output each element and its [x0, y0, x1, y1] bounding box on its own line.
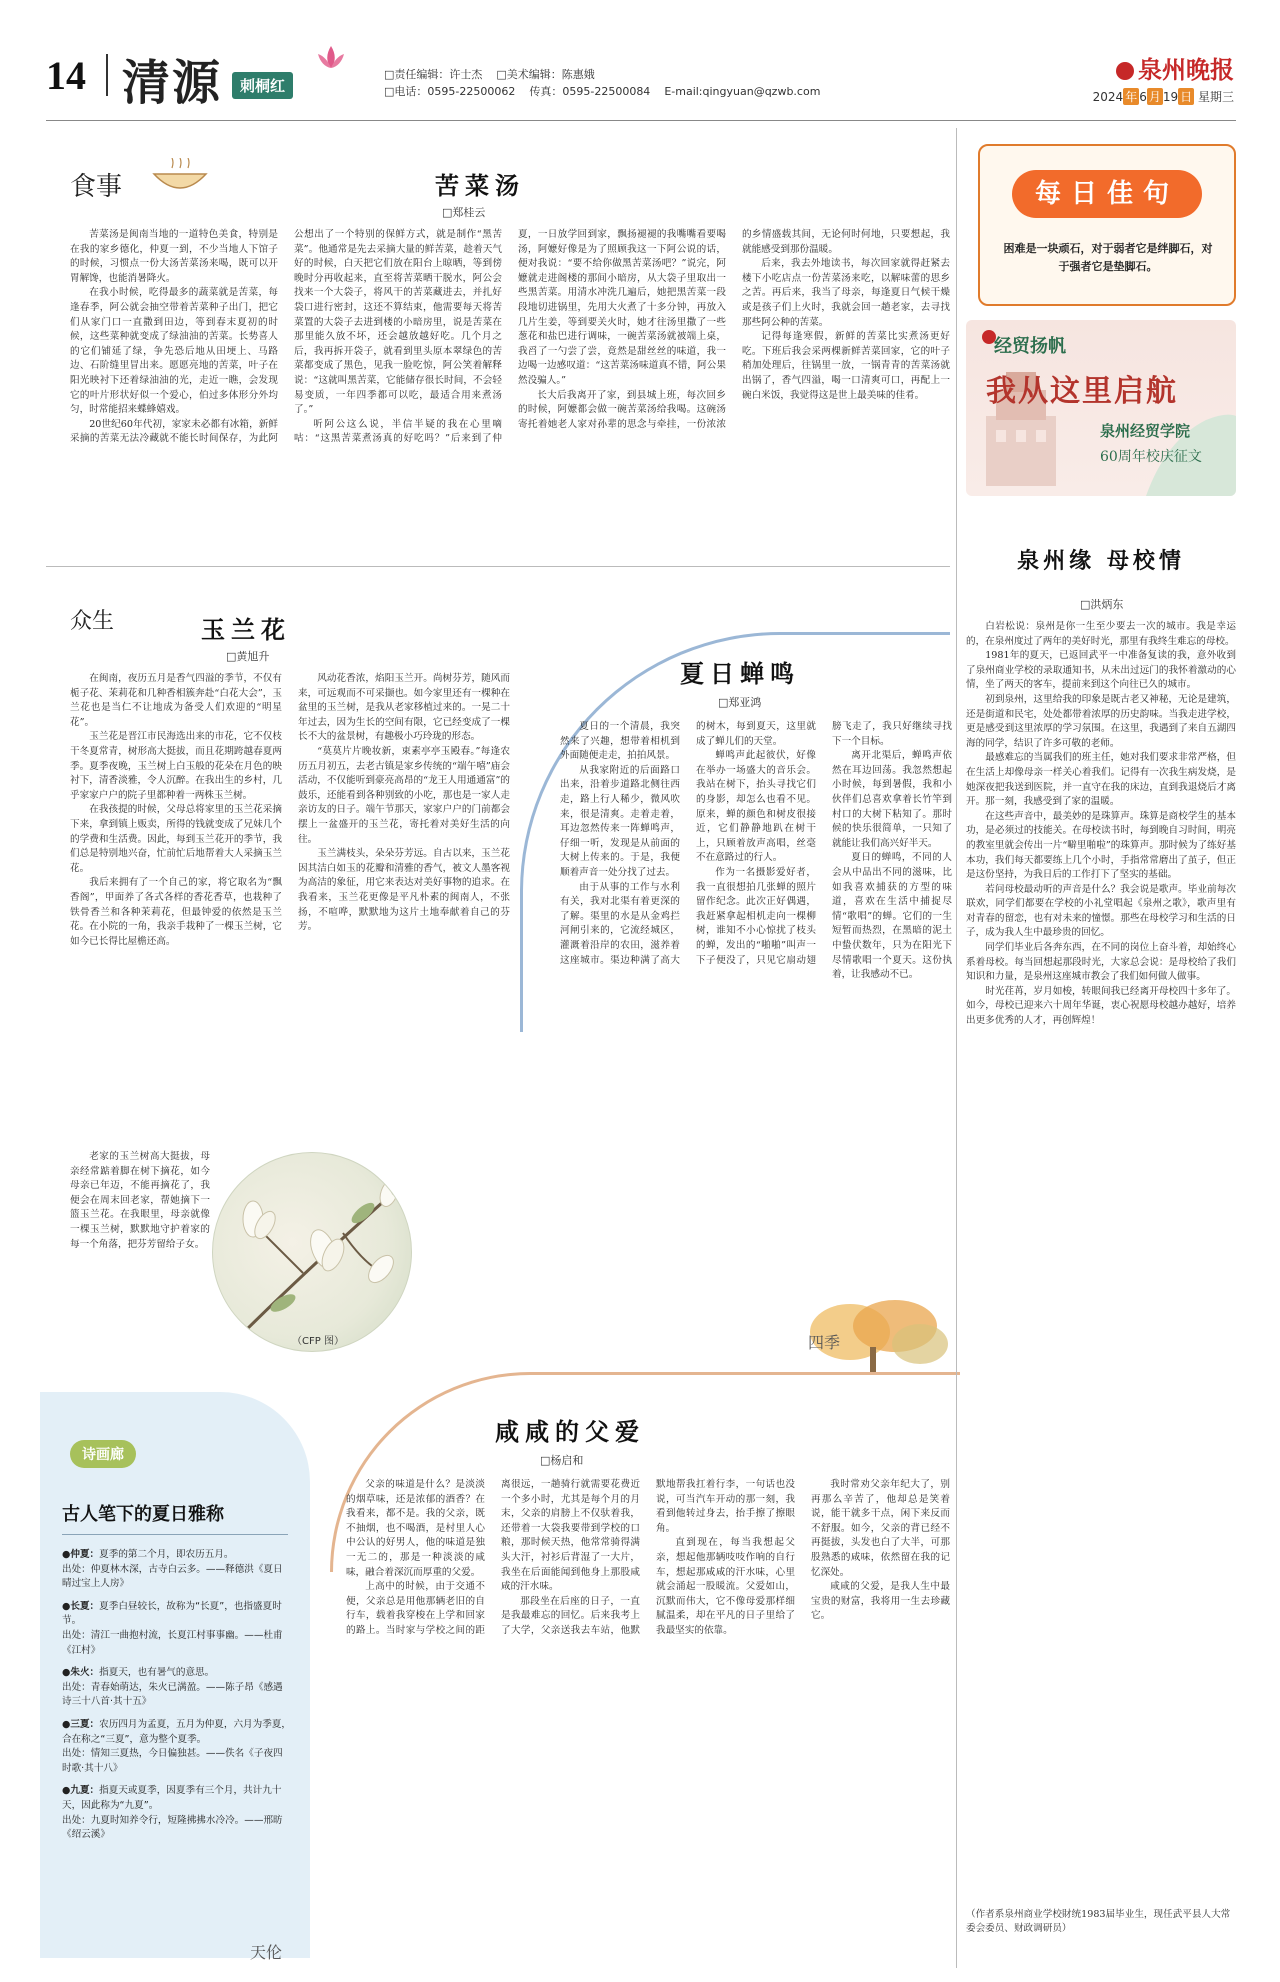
- masthead: [0, 0, 1280, 120]
- date-year: 2024: [1092, 90, 1124, 104]
- paragraph: 20世纪60年代初，家家未必都有冰箱，新鲜采摘的苦菜无法冷藏就不能长时间保存，为此阿公想出了一个特别的保鲜方式，就是制作“黑苦菜”。他通常是先去采摘大量的鲜苦菜，趁着天气好的时候，白天把它们放在阳台上晾晒，等到傍晚时分再收起来，直至将苦菜晒干脱水，阿公会找来一个大袋子，将风干的苦菜藏进去，并扎好袋口进行密封，这还不算结束，他需要每天将苦菜置的大袋子去进到楼的小暗房里，说是苦菜在那里能久放不坏，还会越放越好吃。几个月之后，我再拆开袋子，就看到里头原本翠绿色的苦菜都变成了黑色，见我一脸吃惊，阿公笑着解释说：“这就叫黑苦菜，它能储存很长时间，不会轻易变质，一年四季都可以吃，最适合用来煮汤了。”: [70, 229, 502, 445]
- idiom-source: 出处：青春始萌达，朱火已满盈。——陈子昂《感遇诗三十八首·其十五》: [62, 1681, 283, 1708]
- section-tag-food: 食事: [70, 172, 123, 202]
- page-number: 14: [46, 53, 86, 98]
- masthead-divider: [106, 54, 108, 96]
- idiom-source: 出处：情知三夏热，今日偏独甚。——佚名《子夜四时歌·其十八》: [62, 1748, 283, 1774]
- idiom-source: 出处：九夏时知养令行，短隆拂拂水冷冷。——邢昉《绍云溪》: [62, 1814, 283, 1841]
- idiom-item: [62, 1718, 292, 1776]
- paragraph: 我后来拥有了一个自己的家，将它取名为“飘香阁”，甲面养了各式各样的香花香草，也栽种了铁骨香兰和各种茉莉花，但最钟爱的依然是玉兰花。在小院的一角，我亲手栽种了一棵玉兰树，它如今已长得比屋檐还高。: [70, 877, 282, 947]
- byline-father: □杨启和: [540, 1454, 584, 1467]
- idiom-desc: 夏季白昼较长，故称为“长夏”，也指盛夏时节。: [62, 1600, 282, 1627]
- banner-school: 泉州经贸学院: [1100, 422, 1191, 440]
- masthead-rule: [46, 120, 1236, 121]
- email[interactable]: E-mail:qingyuan@qzwb.com: [664, 85, 821, 98]
- paragraph: 玉兰满枝头，朵朵芬芳远。自古以来，玉兰花因其洁白如玉的花瓣和清雅的香气，被文人墨客视为高洁的象征，用它来表达对美好事物的追求。在我看来，玉兰花更像是平凡朴素的闽南人，不张扬，不喧哗，默默地为这片土地奉献着自己的芬芳。: [298, 848, 510, 933]
- paragraph: 玉兰花是晋江市民海选出来的市花，它不仅枝干冬夏常青，树形高大挺拔，而且花期跨越春夏两季。夏季夜晚，玉兰树上白玉般的花朵在月色的映衬下，清香淡雅，令人沉醉。在我出生的乡村，几乎家家户户的院子里都种着一两株玉兰树。: [70, 731, 282, 801]
- paragraph: 在闽南，夜历五月是香气四溢的季节，不仅有栀子花、茉莉花和几种香相簇奔赴“白花大会”，玉兰花也是当仁不让地成为备受人们欢迎的“明星花”。: [70, 673, 282, 728]
- byline-food: □郑桂云: [442, 206, 486, 219]
- daily-quote-text: 困难是一块顽石，对于弱者它是绊脚石，对于强者它是垫脚石。: [1003, 242, 1213, 273]
- idiom-desc: 指夏天或夏季，因夏季有三个月，共计九十天，因此称为“九夏”。: [62, 1785, 282, 1811]
- byline-alma: □洪炳东: [1080, 598, 1124, 611]
- paragraph: “莫莫片片晚妆新，束素亭亭玉殿春。”每逢农历五月初五，去老古镇是家乡传统的“端午嘻”庙会活动，不仅能听到豪亮高昂的“龙王人用通通富”的鼓乐，还能看到各种别致的小吃，那也是一家人走亲访友的日子。端午节那天，家家户户的门前都会摆上一盆盛开的玉兰花，寄托着对美好生活的向往。: [298, 745, 510, 845]
- paragraph: 最感难忘的当属我们的班主任，她对我们要求非常严格，但在生活上却像母亲一样关心着我们。记得有一次我生病发烧，是她深夜把我送到医院，并一直守在我的床边，直到我退烧后才离开。那一刻，我感受到了家的温暖。: [966, 752, 1236, 808]
- paragraph: 咸咸的父爱，是我人生中最宝贵的财富，我将用一生去珍藏它。: [811, 1581, 950, 1622]
- date-year-suffix: 年: [1125, 90, 1138, 104]
- art-editor: □美术编辑：陈惠娥: [496, 68, 595, 81]
- newspaper-brand: [1116, 50, 1234, 85]
- paragraph: 父亲的味道是什么？是淡淡的烟草味，还是浓郁的酒香？在我看来，都不是。我的父亲，既不抽烟，也不喝酒，是村里人心中公认的好男人，他的味道是独一无二的，那是一种淡淡的咸味，融合着深沉而厚重的父爱。: [346, 1479, 485, 1578]
- paragraph: 同学们毕业后各奔东西，在不同的岗位上奋斗着，却始终心系着母校。每当回想起那段时光，大家总会说：是母校给了我们知识和力量，是泉州这座城市教会了我们如何做人做事。: [966, 942, 1236, 983]
- paragraph: 我时常劝父亲年纪大了，别再那么辛苦了，他却总是笑着说，能干就多干点，闲下来反而不舒服。如今，父亲的背已经不再挺拔，头发也白了大半，可那股熟悉的咸味，依然留在我的记忆深处。: [811, 1479, 950, 1578]
- paragraph: 听阿公这么说，半信半疑的我在心里嘀咕：“这黑苦菜煮汤真的好吃吗？”后来到了仲夏，一日放学回到家，飘扬褪褪的我嘴嘴看要喝汤，阿嬷好像是为了照顾我这一下阿公说的话，便对我说：“要不给你做黑苦菜汤吧？”说完，阿嬷就走进阁楼的那间小暗房，从大袋子里取出一些黑苦菜。用清水冲洗几遍后，她把黑苦菜一段段地切进锅里，先用大火煮了十多分钟，再放入几片生姜，等到要关火时，她才往汤里撒了一些葱花和盐巴进行调味，一碗苦菜汤就被端上桌，我舀了一勺尝了尝，竟然是甜丝丝的味道，我一边喝一边感叹道：“这苦菜汤味道真不错，阿公果然没骗人。”: [294, 229, 726, 445]
- paragraph: 由于从事的工作与水利有关，我对北渠有着更深的了解。渠里的水是从金鸡拦河闸引来的，它流经城区，灌溉着沿岸的农田，滋养着这座城市。渠边种满了高大的树木，每到夏天，这里就成了蝉儿们的天堂。: [560, 721, 816, 966]
- column-sub: 刺桐红: [232, 72, 293, 99]
- brand-name: 泉州晚报: [1138, 56, 1234, 84]
- article-body-father: [346, 1478, 950, 1946]
- column-divider: [956, 128, 957, 1968]
- banner-headline: 我从这里启航: [986, 374, 1178, 409]
- paragraph: 在这些声音中，最美妙的是珠算声。珠算是商校学生的基本功，是必须过的技能关。在母校读书时，每到晚自习时间，明亮的教室里就会传出一片“噼里啪啦”的珠算声。那时候为了练好基本功，我们每天都要练上几个小时，手指常常磨出了茧子，但正是这份坚持，为我日后的工作打下了坚实的基础。: [966, 810, 1236, 881]
- paragraph: 在我小时候，吃得最多的蔬菜就是苦菜，每逢春季，阿公就会抽空带着苦菜种子出门，把它们从家门口一直撒到田边，等到春末夏初的时候，这些菜种就变成了绿油油的苦菜。长势喜人的它们铺延了绿，争先恐后地从田埂上、马路边、石阶缝里冒出来。愿愿亮地的苦菜，叶子在阳光映衬下还着绿油油的光，走近一瞧，会发现它的叶片形状好似一个爱心，伯过多体形分外均匀，时常能招来蝶蜂嬉戏。: [70, 287, 278, 416]
- idioms-title: 古人笔下的夏日雅称: [62, 1504, 224, 1525]
- idiom-item: [62, 1784, 292, 1842]
- editor: □责任编辑：许士杰: [384, 68, 483, 81]
- paragraph: 作为一名摄影爱好者，我一直很想拍几张蝉的照片留作纪念。此次正好偶遇，我赶紧拿起相机走向一棵柳树，谁知不小心惊扰了枝头的蝉，发出的“啪啪”叫声一下子便没了，只见它扇动翅膀飞走了，我只好继续寻找下一个目标。: [696, 721, 952, 966]
- paragraph: 记得每逢寒假，新鲜的苦菜比实煮汤更好吃。下班后我会采两棵新鲜苦菜回家，它的叶子稍加处理后，往锅里一放，一锅青青的苦菜汤就出锅了，香气四溢，喝一口清爽可口，再配上一碗白米饭，我觉得这是世上最美味的佳肴。: [742, 331, 950, 401]
- article-body-cicada: [560, 720, 952, 1330]
- paragraph: 初到泉州，这里给我的印象是既古老又神秘，无论是建筑，还是街道和民宅，处处都带着浓厚的历史韵味。当我走进学校，更是感受到这里浓厚的学习氛围。在这里，我遇到了来自五湖四海的同学，结识了许多可敬的老师。: [966, 693, 1236, 749]
- paragraph: 白岩松说：泉州是你一生至少要去一次的城市。我是幸运的，在泉州度过了两年的美好时光，那里有我终生难忘的母校。: [966, 621, 1236, 647]
- idiom-term: ●长夏：: [62, 1600, 100, 1612]
- bowl-icon: [150, 158, 210, 198]
- article-title-magnolia: 玉兰花: [201, 615, 291, 644]
- article-body-magnolia: [70, 672, 510, 1142]
- byline-cicada: □郑亚鸿: [718, 696, 762, 709]
- date-month-suffix: 月: [1148, 90, 1161, 104]
- section-tag-magnolia: 众生: [70, 609, 115, 634]
- editor-info: [384, 66, 834, 100]
- paragraph: 风动花香浓，焰阳玉兰开。尚树芬芳，随风而来，可远观而不可采撷也。如今家里还有一棵种在盆里的玉兰树，是我从老家移植过来的。一晃二十年过去，因为生长的空间有限，它已经变成了一棵长不大的盆景树，有趣极小巧玲珑的形态。: [298, 673, 510, 743]
- lotus-icon: [312, 42, 350, 72]
- paragraph: 那段坐在后座的日子，一直是我最难忘的回忆。后来我考上了大学，父亲送我去车站，他默默地帮我扛着行李，一句话也没说，可当汽车开动的那一刻，我看到他转过身去，抬手擦了擦眼角。: [501, 1479, 795, 1636]
- paragraph: 后来，我去外地读书，每次回家就得赶紧去楼下小吃店点一份苦菜汤来吃，以解味蕾的思乡之苦。再后来，我当了母亲，每逢夏日气候干燥或是孩子们上火时，我就会回一趟老家，去寻找那些阿公种的苦菜。: [742, 258, 950, 328]
- paragraph: 老家的玉兰树高大挺拔，母亲经常踮着脚在树下摘花，如今母亲已年迈，不能再摘花了，我便会在周末回老家，帮她摘下一篮玉兰花。在我眼里，母亲就像一棵玉兰树，默默地守护着家的每一个角落，把芬芳留给子女。: [70, 1151, 210, 1250]
- article-title-alma: 泉州缘 母校情: [1017, 548, 1185, 574]
- article-title-father: 咸咸的父爱: [495, 1417, 645, 1446]
- byline-magnolia: □黄旭升: [226, 650, 270, 663]
- paragraph: 长大后我离开了家，到县城上班，每次回乡的时候，阿嬷都会做一碗苦菜汤给我喝。这碗汤寄托着她老人家对孙辈的思念与牵挂，一份浓浓的乡情盛载其间，无论何时何地，只要想起，我就能感受到那份温暖。: [518, 229, 950, 430]
- idioms-list: [62, 1548, 292, 1851]
- paragraph: 直到现在，每当我想起父亲，想起他那辆吱吱作响的自行车，想起那咸咸的汗水味，心里就会涌起一股暖流。父爱如山，沉默而伟大，它不像母爱那样细腻温柔，却在平凡的日子里给了我最坚实的依靠。: [656, 1537, 795, 1636]
- magnolia-branch-icon: [213, 1153, 412, 1352]
- paragraph: 若问母校最动听的声音是什么？我会说是歌声。毕业前每次联欢，同学们都要在学校的小礼堂唱起《泉州之歌》，歌声里有对青春的留恋，也有对未来的憧憬。那些在母校学习和生活的日子，成为我人生中最珍贵的回忆。: [966, 883, 1236, 939]
- fax: 传真：0595-22500084: [529, 85, 651, 98]
- paragraph: 夏日的蝉鸣，不同的人会从中品出不同的滋味，比如我喜欢捕获的方型的味道，喜欢在生活中捕捉尽情“歌唱”的蝉。它们的一生短暂而热烈，在黑暗的泥土中蛰伏数年，只为在阳光下尽情歌唱一个夏天。这份执着，让我感动不已。: [832, 852, 952, 981]
- article-title-food: 苦菜汤: [435, 171, 525, 200]
- date-day: 19: [1162, 90, 1179, 104]
- paragraph: 在我孩提的时候，父母总将家里的玉兰花采摘下来，拿到镇上贩卖，所得的钱就变成了兄妹几个的学费和生活费。因此，每到玉兰花开的季节，我们总是特别地兴奋，忙前忙后地帮着大人采摘玉兰花。: [70, 804, 282, 874]
- idiom-source: 出处：仲夏林木深，古寺白云多。——释德洪《夏日晴过宝上人房》: [62, 1563, 283, 1590]
- brand-logo-icon: [1116, 62, 1134, 80]
- section-divider: [46, 566, 950, 567]
- phone: □电话：0595-22500062: [384, 85, 516, 98]
- idioms-rule: [62, 1534, 288, 1535]
- figure-credit: （CFP 图）: [292, 1336, 344, 1347]
- article-body-magnolia-continued: [70, 1150, 210, 1380]
- issue-date: [1093, 88, 1234, 105]
- idiom-term: ●九夏：: [62, 1785, 100, 1797]
- section-tag-seasons: 四季: [808, 1333, 841, 1352]
- paragraph: 蝉鸣声此起彼伏，好像在举办一场盛大的音乐会。我站在树下，抬头寻找它们的身影，却怎么也看不见。原来，蝉的颜色和树皮很接近，它们静静地趴在树干上，只顾着放声高唱，丝毫不在意路过的行人。: [696, 750, 816, 864]
- idiom-item: [62, 1666, 292, 1710]
- daily-quote-badge: 每日佳句: [1012, 170, 1202, 218]
- weekday: 星期三: [1197, 90, 1234, 104]
- paragraph: 夏日的一个清晨，我突然来了兴趣，想带着相机到外面随便走走，拍拍风景。: [560, 721, 680, 762]
- paragraph: 离开北渠后，蝉鸣声依然在耳边回荡。我忽然想起小时候，每到暑假，我和小伙伴们总喜欢拿着长竹竿到村口的大树下粘知了。那时候的快乐很简单，一只知了就能让我们高兴好半天。: [832, 750, 952, 849]
- article-body-food: [70, 228, 950, 558]
- idiom-desc: 农历四月为孟夏，五月为仲夏，六月为季夏，合在称之“三夏”，意为整个夏季。: [62, 1718, 292, 1745]
- idiom-source: 出处：清江一曲抱村流，长夏江村事事幽。——杜甫《江村》: [62, 1629, 283, 1656]
- article-body-alma: [966, 620, 1236, 1890]
- idiom-desc: 指夏天，也有暑气的意思。: [99, 1667, 215, 1679]
- paragraph: 上高中的时候，由于交通不便，父亲总是用他那辆老旧的自行车，载着我穿梭在上学和回家的路上。当时家与学校之间的距离很远，一趟骑行就需要花费近一个多小时，尤其是每个月的月末，父亲的肩膀上不仅驮着我，还带着一大袋我要带到学校的口粮，那时候天热，他常常骑得满头大汗，衬衫后背湿了一大片，我坐在后面能闻到他身上那股咸咸的汗水味。: [346, 1479, 640, 1636]
- paragraph: 1981年的夏天，已返回武平一中准备复读的我，意外收到了泉州商业学校的录取通知书，从未出过远门的我怀着激动的心情，坐了两天的客车，提前来到这个向往已久的城市。: [966, 650, 1236, 691]
- section-tag-family: 天伦: [250, 1943, 283, 1962]
- paragraph: 从我家附近的后面路口出来，沿着步道路北侧往西走，路上行人稀少，微风吹来，很是清爽。走着走着，耳边忽然传来一阵蝉鸣声，仔细一听，发现是从前面的大树上传来的。于是，我便顺着声音一处分找了过去。: [560, 764, 680, 878]
- author-note: （作者系泉州商业学校財统1983届毕业生，现任武平县人大常委会委员、财政调研员）: [966, 1909, 1231, 1934]
- daily-quote-box: [978, 144, 1236, 306]
- idiom-term: ●仲夏：: [62, 1549, 100, 1560]
- paragraph: 时光荏苒，岁月如梭，转眼间我已经离开母校四十多年了。如今，母校已迎来六十周年华诞，衷心祝愿母校越办越好，培养出更多优秀的人才，再创辉煌！: [966, 985, 1236, 1027]
- magnolia-illustration: [212, 1152, 412, 1352]
- banner-slogan: 经贸扬帆: [994, 336, 1066, 357]
- banner-event: 60周年校庆征文: [1100, 449, 1202, 465]
- article-body-magnolia-side: [416, 1150, 510, 1380]
- idiom-term: ●朱火：: [62, 1667, 100, 1679]
- article-title-cicada: 夏日蝉鸣: [680, 659, 800, 688]
- idiom-term: ●三夏：: [62, 1718, 100, 1730]
- date-day-suffix: 日: [1180, 90, 1193, 104]
- paragraph: 苦菜汤是闽南当地的一道特色美食，特别是在我的家乡德化，仲夏一到，不少当地人下馆子的时候，习惯点一份大汤苦菜汤来喝，既可以开胃解馋，也能消暑降火。: [70, 229, 278, 284]
- idioms-badge: 诗画廊: [70, 1440, 136, 1468]
- idiom-desc: 夏季的第二个月，即农历五月。: [99, 1549, 234, 1560]
- date-month: 6: [1139, 90, 1147, 104]
- idiom-item: [62, 1548, 292, 1592]
- column-name: 清源: [122, 55, 223, 111]
- idiom-item: [62, 1600, 292, 1658]
